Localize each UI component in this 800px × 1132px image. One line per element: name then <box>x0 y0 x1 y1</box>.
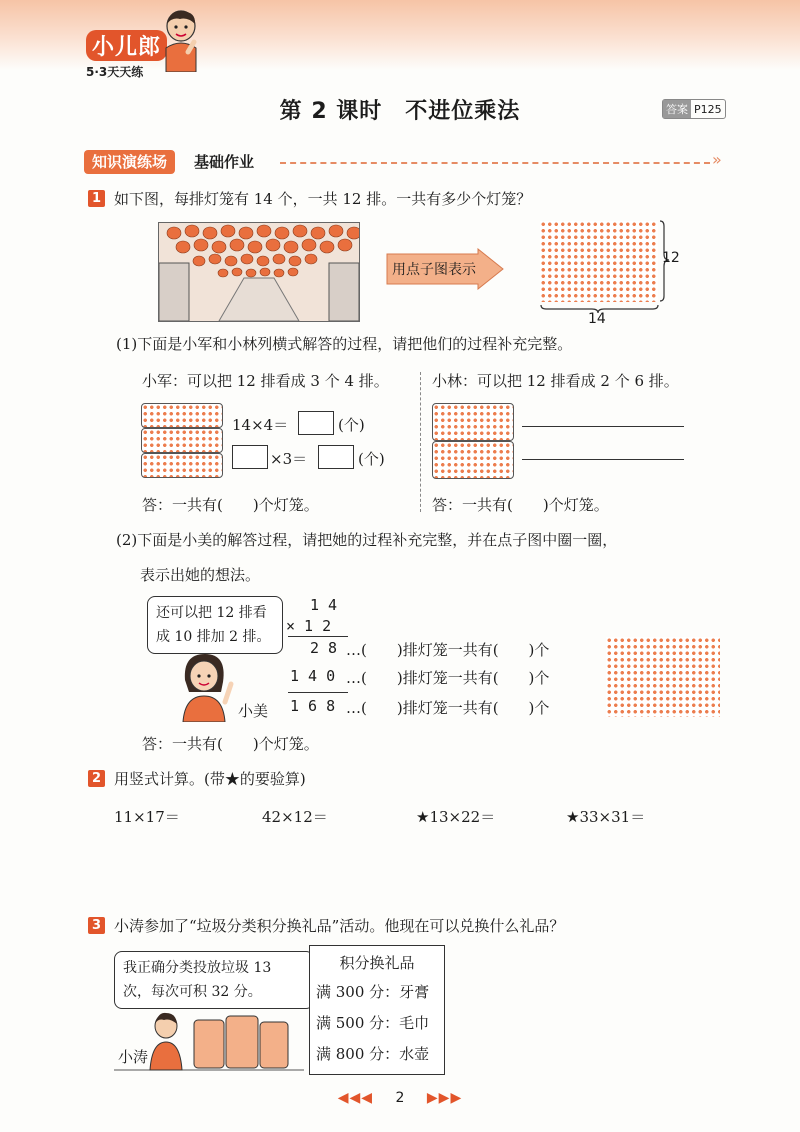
q2-item-3: ★13×22＝ <box>416 808 496 826</box>
dot-group-4rows-b <box>141 428 223 453</box>
dot-group-4rows-a <box>141 403 223 428</box>
eq1-expression: 14×4＝ <box>232 416 289 434</box>
answer-xiaojun: 答：一共有( )个灯笼。 <box>142 496 319 514</box>
section-subtitle: 基础作业 <box>194 153 255 171</box>
answer-box-eq2-right[interactable] <box>318 445 354 469</box>
eq2-expression: ×3＝ <box>270 450 308 468</box>
dot-group-6rows-a <box>432 403 514 441</box>
logo <box>86 30 167 80</box>
calc-product: 1 6 8 <box>290 697 336 715</box>
xiaomei-girl-illustration <box>175 650 235 722</box>
dot-array-circle-target[interactable] <box>606 637 720 717</box>
lantern-street-illustration <box>158 222 360 322</box>
xiaolin-method: 小林：可以把 12 排看成 2 个 6 排。 <box>432 372 679 390</box>
answer-box-eq2-left[interactable] <box>232 445 268 469</box>
q1-stem: 如下图，每排灯笼有 14 个，一共 12 排。一共有多少个灯笼？ <box>114 190 532 208</box>
answer-label: 答案 <box>663 100 691 118</box>
arrow-label: 用点子图表示 <box>392 262 476 278</box>
section-tag: 知识演练场 <box>84 150 175 174</box>
bubble-line-1: 我正确分类投放垃圾 13 <box>123 960 272 976</box>
q1-part2-stem-line2: 表示出她的想法。 <box>140 566 261 584</box>
xiaotao-name: 小涛 <box>118 1048 149 1066</box>
calc-partial-1: 2 8 <box>310 639 338 657</box>
dot-group-4rows-c <box>141 453 223 478</box>
xiaomei-name: 小美 <box>238 702 269 720</box>
answer-page: P125 <box>694 103 722 116</box>
rows-label: 12 <box>662 250 680 266</box>
eq2-unit: (个) <box>358 450 385 468</box>
question-number: 1 <box>88 190 105 207</box>
next-arrows-icon: ▶▶▶ <box>426 1090 463 1106</box>
xiaomei-speech-bubble <box>147 596 283 654</box>
calc-multiplicand: 1 4 <box>310 596 338 614</box>
q2-stem: 用竖式计算。(带★的要验算) <box>114 770 306 788</box>
prev-arrows-icon: ◀◀◀ <box>337 1090 374 1106</box>
page-title: 第 2 课时 不进位乘法 <box>279 99 521 124</box>
q2-item-4: ★33×31＝ <box>566 808 646 826</box>
question-number: 3 <box>88 917 105 934</box>
column-divider <box>420 372 421 512</box>
calc-partial-2: 1 4 0 <box>290 667 336 685</box>
calc-rule-2 <box>288 692 348 693</box>
answer-box-eq1[interactable] <box>298 411 334 435</box>
answer-line-1[interactable] <box>522 426 684 427</box>
answer-xiaomei: 答：一共有( )个灯笼。 <box>142 735 319 753</box>
calc-multiplier: × 1 2 <box>286 617 332 635</box>
page-number: 2 <box>395 1090 405 1106</box>
prize-table-title: 积分换礼品 <box>339 954 415 972</box>
q1-part2-stem-line1: (2)下面是小美的解答过程，请把她的过程补充完整，并在点子图中圈一圈， <box>116 531 618 549</box>
q1-part1-stem: (1)下面是小军和小林列横式解答的过程，请把他们的过程补充完整。 <box>116 335 573 353</box>
prize-row-1: 满 300 分：牙膏 <box>316 983 430 1001</box>
answer-xiaolin: 答：一共有( )个灯笼。 <box>432 496 609 514</box>
section-arrow-icon: » <box>712 150 722 169</box>
q3-stem: 小涛参加了“垃圾分类积分换礼品”活动。他现在可以兑换什么礼品？ <box>114 917 565 935</box>
logo-main-text: 小儿郎 <box>86 30 167 61</box>
q2-item-2: 42×12＝ <box>262 808 328 826</box>
page-footer <box>0 1090 800 1106</box>
bubble-line-2: 成 10 排加 2 排。 <box>156 629 271 645</box>
calc-note-1[interactable]: …( )排灯笼一共有( )个 <box>346 641 550 659</box>
prize-row-2: 满 500 分：毛巾 <box>316 1014 430 1032</box>
dimension-brackets <box>538 218 678 318</box>
mascot-boy-illustration <box>160 8 202 72</box>
section-divider <box>280 162 710 164</box>
xiaotao-speech-bubble <box>114 951 314 1009</box>
calc-rule-1 <box>288 636 348 637</box>
logo-sub-text: 5·3天天练 <box>86 65 144 79</box>
bubble-line-1: 还可以把 12 排看 <box>156 605 267 621</box>
dot-group-6rows-b <box>432 441 514 479</box>
columns-label: 14 <box>588 311 606 327</box>
prize-table <box>309 945 445 1075</box>
answer-line-2[interactable] <box>522 459 684 460</box>
calc-note-3[interactable]: …( )排灯笼一共有( )个 <box>346 699 550 717</box>
xiaojun-method: 小军：可以把 12 排看成 3 个 4 排。 <box>142 372 389 390</box>
prize-row-3: 满 800 分：水壶 <box>316 1045 430 1063</box>
bubble-line-2: 次，每次可积 32 分。 <box>123 984 262 1000</box>
calc-note-2[interactable]: …( )排灯笼一共有( )个 <box>346 669 550 687</box>
q2-item-1: 11×17＝ <box>114 808 180 826</box>
question-number: 2 <box>88 770 105 787</box>
eq1-unit: (个) <box>338 416 365 434</box>
answer-reference[interactable] <box>662 99 726 119</box>
